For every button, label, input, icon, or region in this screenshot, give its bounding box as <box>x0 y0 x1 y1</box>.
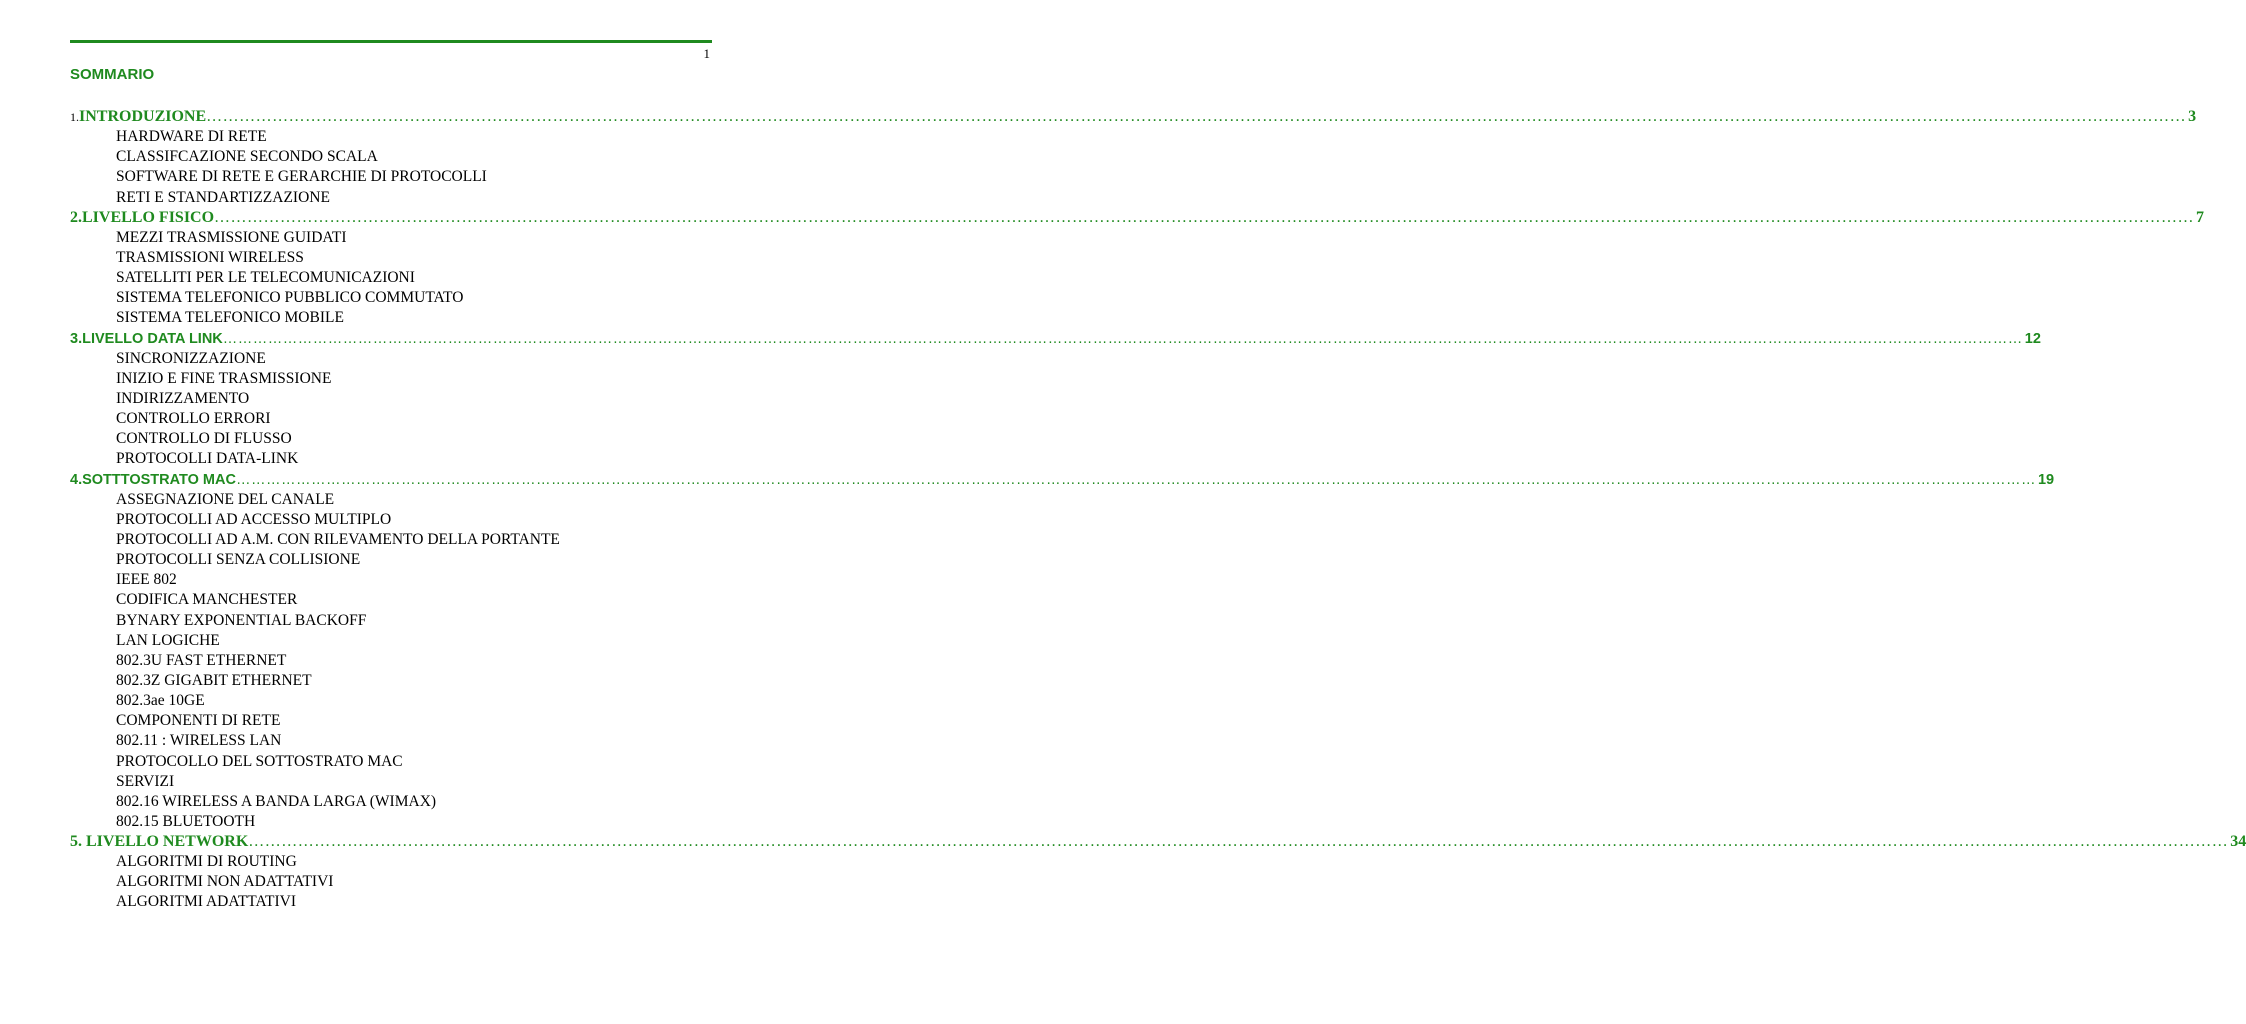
toc-subsection[interactable]: 802.15 BLUETOOTH <box>116 812 256 830</box>
chapter-page-number: 34 <box>2230 833 2246 851</box>
toc-chapter[interactable] <box>70 832 2246 852</box>
toc-subsection[interactable]: INDIRIZZAMENTO <box>116 389 250 407</box>
toc-subsection[interactable]: SERVIZI <box>116 772 175 790</box>
toc-subsection[interactable]: CODIFICA MANCHESTER <box>116 591 298 609</box>
dot-leader: ……………………………………………………………………………………………………………………………………………………………………………………………………………………………………………………………………………………………………………………………… <box>214 208 2195 226</box>
dot-leader: ……………………………………………………………………………………………………………………………………………………………………………………………………………………………………………………………………………………………………………………………… <box>206 108 2187 125</box>
toc-subsection[interactable]: PROTOCOLLI AD A.M. CON RILEVAMENTO DELLA PORTANTE <box>116 530 560 548</box>
chapter-page-number: 7 <box>2196 208 2205 226</box>
chapter-page-number: 3 <box>2188 108 2197 125</box>
toc-subsection[interactable]: HARDWARE DI RETE <box>116 128 267 146</box>
toc-subsection[interactable]: IEEE 802 <box>116 571 177 589</box>
chapter-page-number: 12 <box>2024 330 2041 347</box>
toc-subsection[interactable]: LAN LOGICHE <box>116 631 220 649</box>
dot-leader: ……………………………………………………………………………………………………………………………………………………………………………………………………………………………………………………………………………………………………………………………… <box>248 833 2229 851</box>
toc-subsection[interactable]: COMPONENTI DI RETE <box>116 712 281 730</box>
toc-subsection[interactable]: ASSEGNAZIONE DEL CANALE <box>116 490 335 508</box>
toc-subsection[interactable]: RETI E STANDARTIZZAZIONE <box>116 188 330 206</box>
toc-subsection[interactable]: MEZZI TRASMISSIONE GUIDATI <box>116 228 347 246</box>
toc-subsection[interactable]: PROTOCOLLI DATA-LINK <box>116 450 299 468</box>
toc-subsection[interactable]: CLASSIFCAZIONE SECONDO SCALA <box>116 148 378 166</box>
toc-subsection[interactable]: 802.11 : WIRELESS LAN <box>116 732 282 750</box>
toc-subsection[interactable]: SINCRONIZZAZIONE <box>116 349 266 367</box>
toc-chapter[interactable] <box>70 208 2205 228</box>
toc-subsection[interactable]: SATELLITI PER LE TELECOMUNICAZIONI <box>116 269 415 287</box>
toc-chapter[interactable] <box>70 329 2041 349</box>
toc-subsection[interactable]: BYNARY EXPONENTIAL BACKOFF <box>116 611 367 629</box>
toc-subsection[interactable]: SISTEMA TELEFONICO MOBILE <box>116 309 344 327</box>
chapter-title: 3.LIVELLO DATA LINK <box>70 330 223 347</box>
page-title: SOMMARIO <box>70 66 155 83</box>
chapter-title: 5. LIVELLO NETWORK <box>70 833 249 851</box>
toc-subsection[interactable]: PROTOCOLLI SENZA COLLISIONE <box>116 551 361 569</box>
header-rule <box>70 40 712 43</box>
toc-subsection[interactable]: PROTOCOLLO DEL SOTTOSTRATO MAC <box>116 752 403 770</box>
toc-subsection[interactable]: 802.3U FAST ETHERNET <box>116 651 287 669</box>
toc-subsection[interactable]: SOFTWARE DI RETE E GERARCHIE DI PROTOCOLLI <box>116 168 487 186</box>
toc-subsection[interactable]: ALGORITMI ADATTATIVI <box>116 893 296 911</box>
toc-chapter[interactable] <box>70 107 2197 127</box>
toc-subsection[interactable]: 802.3Z GIGABIT ETHERNET <box>116 671 312 689</box>
toc-chapter[interactable] <box>70 470 2055 490</box>
dot-leader: ……………………………………………………………………………………………………………………………………………………………………………………………………………………………………………………………………………………………………………………………… <box>235 471 2036 488</box>
chapter-title: 4.SOTTTOSTRATO MAC <box>70 471 236 488</box>
dot-leader: ……………………………………………………………………………………………………………………………………………………………………………………………………………………………………………………………………………………………………………………………… <box>222 330 2023 347</box>
chapter-title: 2.LIVELLO FISICO <box>70 208 215 226</box>
toc-subsection[interactable]: CONTROLLO ERRORI <box>116 410 271 428</box>
toc-subsection[interactable]: SISTEMA TELEFONICO PUBBLICO COMMUTATO <box>116 289 464 307</box>
toc-subsection[interactable]: INIZIO E FINE TRASMISSIONE <box>116 369 332 387</box>
toc-subsection[interactable]: PROTOCOLLI AD ACCESSO MULTIPLO <box>116 510 392 528</box>
table-of-contents <box>70 107 2246 913</box>
toc-subsection[interactable]: ALGORITMI DI ROUTING <box>116 853 297 871</box>
chapter-number: 1. <box>70 110 79 124</box>
chapter-title: INTRODUZIONE <box>79 108 207 125</box>
chapter-page-number: 19 <box>2037 471 2055 488</box>
page-number: 1 <box>703 46 710 61</box>
toc-subsection[interactable]: TRASMISSIONI WIRELESS <box>116 248 304 266</box>
toc-subsection[interactable]: 802.16 WIRELESS A BANDA LARGA (WIMAX) <box>116 792 437 810</box>
toc-subsection[interactable]: 802.3ae 10GE <box>116 692 205 710</box>
toc-subsection[interactable]: CONTROLLO DI FLUSSO <box>116 430 292 448</box>
toc-subsection[interactable]: ALGORITMI NON ADATTATIVI <box>116 873 334 891</box>
